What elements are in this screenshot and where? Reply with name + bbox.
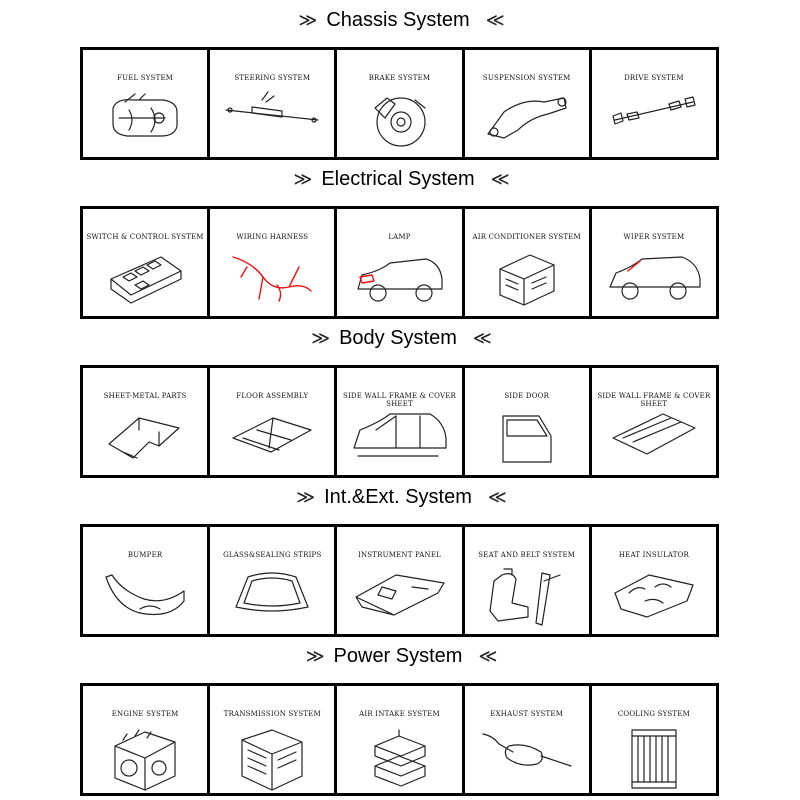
sheet-metal-icon (103, 408, 187, 466)
section-heading (0, 480, 800, 514)
floor-assembly-icon (227, 408, 317, 458)
exhaust-icon (479, 726, 575, 772)
part-label: SWITCH & CONTROL SYSTEM (86, 233, 204, 241)
section-heading (0, 3, 800, 37)
part-card-suspension-system[interactable] (465, 50, 589, 157)
arrows-left-icon: ≫ (293, 168, 310, 190)
parts-grid (80, 206, 719, 319)
part-card-exhaust-system[interactable] (465, 686, 589, 793)
part-label: COOLING SYSTEM (617, 710, 690, 718)
steering-rack-icon (222, 90, 322, 130)
section-power-system (0, 639, 800, 798)
section-title: Chassis System (326, 8, 470, 31)
section-body-system (0, 321, 800, 480)
part-card-cover-sheet[interactable] (592, 368, 716, 475)
part-label: GLASS&SEALING STRIPS (223, 551, 322, 559)
brake-disc-icon (365, 90, 435, 148)
transmission-icon (232, 726, 312, 792)
part-card-wiring-harness[interactable] (210, 209, 334, 316)
cover-sheet-icon (609, 408, 699, 458)
part-card-air-intake-system[interactable] (337, 686, 461, 793)
part-label: WIRING HARNESS (236, 233, 309, 241)
arrows-left-icon: ≫ (305, 645, 322, 667)
window-switch-icon (105, 249, 185, 305)
seat-belt-icon (482, 567, 572, 631)
part-card-wiper-system[interactable] (592, 209, 716, 316)
part-card-engine-system[interactable] (83, 686, 207, 793)
air-intake-icon (365, 726, 435, 792)
part-label: SHEET-METAL PARTS (103, 392, 187, 400)
part-label: SEAT AND BELT SYSTEM (478, 551, 576, 559)
part-label: DRIVE SYSTEM (624, 74, 684, 82)
section-electrical-system (0, 162, 800, 321)
arrows-left-icon: ≫ (311, 327, 328, 349)
part-card-brake-system[interactable] (337, 50, 461, 157)
windshield-icon (230, 567, 314, 617)
part-label: EXHAUST SYSTEM (490, 710, 564, 718)
parts-grid (80, 683, 719, 796)
part-card-drive-system[interactable] (592, 50, 716, 157)
section-heading (0, 639, 800, 673)
part-card-floor-assembly[interactable] (210, 368, 334, 475)
part-label: SUSPENSION SYSTEM (482, 74, 571, 82)
car-wiper-icon (606, 249, 702, 305)
wiring-harness-icon (227, 249, 317, 305)
part-label: LAMP (388, 233, 411, 241)
bumper-icon (100, 567, 190, 623)
part-card-sheet-metal-parts[interactable] (83, 368, 207, 475)
part-label: HEAT INSULATOR (618, 551, 689, 559)
ac-unit-icon (492, 249, 562, 307)
part-card-switch-control-system[interactable] (83, 209, 207, 316)
part-label: INSTRUMENT PANEL (357, 551, 442, 559)
part-card-bumper[interactable] (83, 527, 207, 634)
part-card-side-door[interactable] (465, 368, 589, 475)
heat-insulator-icon (609, 567, 699, 619)
parts-grid (80, 365, 719, 478)
fuel-tank-icon (105, 90, 185, 142)
part-label: SIDE WALL FRAME & COVER SHEET (597, 392, 711, 408)
radiator-icon (624, 726, 684, 792)
part-label: BUMPER (127, 551, 163, 559)
part-card-side-wall-frame[interactable] (337, 368, 461, 475)
part-card-lamp[interactable] (337, 209, 461, 316)
section-title: Power System (333, 644, 463, 667)
drive-shaft-icon (609, 90, 699, 130)
car-lamp-icon (352, 249, 448, 305)
arrows-right-icon: ≪ (472, 327, 489, 349)
part-card-cooling-system[interactable] (592, 686, 716, 793)
part-card-fuel-system[interactable] (83, 50, 207, 157)
section-heading (0, 321, 800, 355)
part-label: TRANSMISSION SYSTEM (223, 710, 321, 718)
section-title: Body System (339, 326, 457, 349)
parts-grid (80, 47, 719, 160)
part-label: WIPER SYSTEM (623, 233, 685, 241)
section-title: Electrical System (321, 167, 475, 190)
part-label: SIDE DOOR (504, 392, 550, 400)
part-label: FLOOR ASSEMBLY (236, 392, 309, 400)
arrows-left-icon: ≫ (296, 486, 313, 508)
part-card-glass-sealing-strips[interactable] (210, 527, 334, 634)
part-label: SIDE WALL FRAME & COVER SHEET (342, 392, 457, 408)
section-chassis-system (0, 3, 800, 162)
part-label: AIR INTAKE SYSTEM (359, 710, 440, 718)
part-label: FUEL SYSTEM (117, 74, 174, 82)
section-heading (0, 162, 800, 196)
arrows-right-icon: ≪ (478, 645, 495, 667)
arrows-right-icon: ≪ (485, 9, 502, 31)
part-label: STEERING SYSTEM (234, 74, 311, 82)
part-card-seat-and-belt-system[interactable] (465, 527, 589, 634)
section-title: Int.&Ext. System (324, 485, 472, 508)
dashboard-icon (352, 567, 448, 619)
part-label: ENGINE SYSTEM (111, 710, 179, 718)
engine-icon (107, 726, 183, 792)
section-int-ext-system (0, 480, 800, 639)
part-card-heat-insulator[interactable] (592, 527, 716, 634)
control-arm-icon (482, 90, 572, 140)
arrows-right-icon: ≪ (487, 486, 504, 508)
arrows-right-icon: ≪ (490, 168, 507, 190)
side-door-icon (497, 408, 557, 466)
side-frame-icon (350, 408, 450, 460)
part-label: AIR CONDITIONER SYSTEM (472, 233, 581, 241)
part-card-air-conditioner-system[interactable] (465, 209, 589, 316)
part-card-instrument-panel[interactable] (337, 527, 461, 634)
part-label: BRAKE SYSTEM (368, 74, 431, 82)
parts-grid (80, 524, 719, 637)
arrows-left-icon: ≫ (298, 9, 315, 31)
part-card-transmission-system[interactable] (210, 686, 334, 793)
part-card-steering-system[interactable] (210, 50, 334, 157)
